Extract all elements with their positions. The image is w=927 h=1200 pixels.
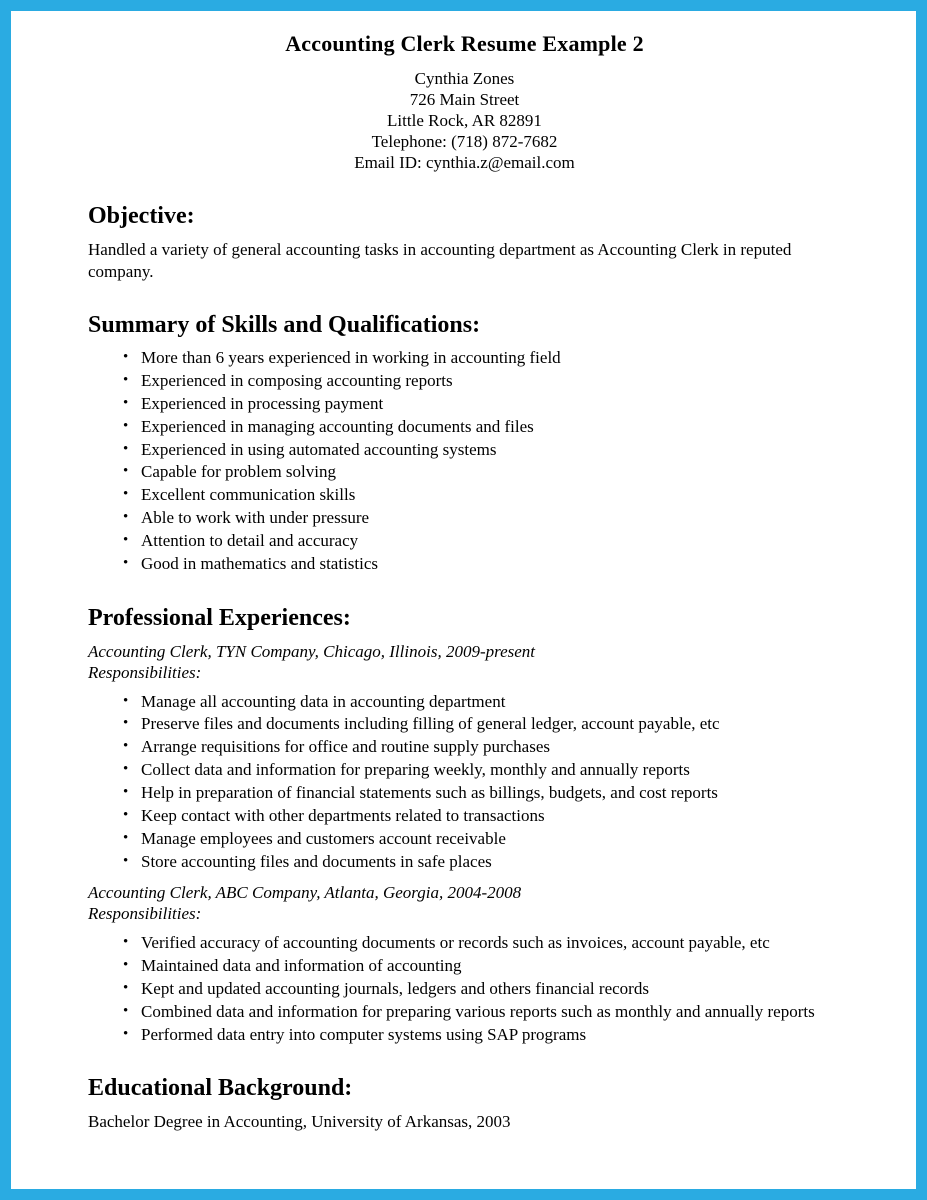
responsibility-item	[121, 932, 841, 954]
responsibility-item	[121, 691, 841, 713]
page-title: Accounting Clerk Resume Example 2	[285, 31, 644, 56]
responsibility-item-text: Verified accuracy of accounting documents or records such as invoices, account payable, etc	[141, 933, 770, 953]
contact-email: Email ID: cynthia.z@email.com	[354, 153, 575, 172]
skill-item	[121, 507, 841, 529]
responsibilities-label: Responsibilities:	[88, 904, 202, 924]
skill-item	[121, 461, 841, 483]
objective-text: Handled a variety of general accounting tasks in accounting department as Accounting Clerk in reputed company.	[88, 240, 792, 281]
experience-job-2	[88, 882, 841, 1045]
skill-item	[121, 416, 841, 438]
contact-block	[88, 68, 841, 173]
responsibility-item-text: Store accounting files and documents in safe places	[141, 851, 492, 871]
responsibility-item-text: Maintained data and information of accounting	[141, 956, 462, 976]
responsibility-item	[121, 759, 841, 781]
responsibility-item-text: Help in preparation of financial statements such as billings, budgets, and cost reports	[141, 783, 718, 803]
responsibility-item-text: Manage employees and customers account receivable	[141, 828, 506, 848]
responsibility-item	[121, 1001, 841, 1023]
experience-job-1	[88, 641, 841, 873]
skill-item	[121, 530, 841, 552]
responsibility-item	[121, 782, 841, 804]
skill-item	[121, 553, 841, 575]
job-title: Accounting Clerk, ABC Company, Atlanta, Georgia, 2004-2008	[88, 883, 522, 903]
section-heading-objective: Objective:	[88, 203, 195, 229]
skill-item	[121, 439, 841, 461]
responsibility-item	[121, 955, 841, 977]
responsibility-item	[121, 736, 841, 758]
skill-item-text: Experienced in composing accounting reports	[141, 370, 453, 390]
skill-item-text: Attention to detail and accuracy	[141, 531, 359, 551]
contact-phone: Telephone: (718) 872-7682	[371, 132, 558, 151]
skill-item-text: Able to work with under pressure	[141, 508, 370, 528]
skill-item	[121, 370, 841, 392]
responsibility-item	[121, 713, 841, 735]
education-text: Bachelor Degree in Accounting, University of Arkansas, 2003	[88, 1112, 511, 1132]
skill-item-text: Experienced in managing accounting documents and files	[141, 416, 534, 436]
skills-list	[88, 347, 841, 575]
responsibility-item-text: Arrange requisitions for office and routine supply purchases	[141, 737, 550, 757]
contact-street: 726 Main Street	[409, 90, 520, 109]
section-heading-experience: Professional Experiences:	[88, 604, 351, 631]
contact-name: Cynthia Zones	[414, 69, 515, 88]
job-responsibilities-list	[88, 691, 841, 873]
skill-item	[121, 484, 841, 506]
responsibility-item-text: Collect data and information for preparing weekly, monthly and annually reports	[141, 760, 690, 780]
responsibilities-label: Responsibilities:	[88, 662, 202, 682]
job-title: Accounting Clerk, TYN Company, Chicago, Illinois, 2009-present	[88, 641, 536, 661]
responsibility-item-text: Manage all accounting data in accounting department	[141, 691, 506, 711]
skill-item	[121, 393, 841, 415]
responsibility-item	[121, 828, 841, 850]
skill-item-text: Excellent communication skills	[141, 485, 356, 505]
skill-item	[121, 347, 841, 369]
section-heading-education: Educational Background:	[88, 1075, 353, 1102]
responsibility-item-text: Preserve files and documents including filling of general ledger, account payable, etc	[141, 714, 720, 734]
responsibility-item-text: Combined data and information for preparing various reports such as monthly and annually reports	[141, 1001, 815, 1021]
responsibility-item	[121, 978, 841, 1000]
responsibility-item	[121, 1024, 841, 1046]
job-responsibilities-list	[88, 932, 841, 1045]
responsibility-item	[121, 805, 841, 827]
contact-city-state-zip: Little Rock, AR 82891	[387, 111, 542, 130]
responsibility-item-text: Kept and updated accounting journals, ledgers and others financial records	[141, 979, 649, 999]
skill-item-text: Experienced in using automated accounting systems	[141, 439, 497, 459]
responsibility-item-text: Keep contact with other departments related to transactions	[141, 805, 545, 825]
skill-item-text: Good in mathematics and statistics	[141, 554, 379, 574]
skill-item-text: Capable for problem solving	[141, 462, 336, 482]
responsibility-item	[121, 851, 841, 873]
responsibility-item-text: Performed data entry into computer systems using SAP programs	[141, 1024, 587, 1044]
skill-item-text: Experienced in processing payment	[141, 393, 384, 413]
section-heading-skills: Summary of Skills and Qualifications:	[88, 312, 481, 338]
skill-item-text: More than 6 years experienced in working in accounting field	[141, 348, 561, 367]
